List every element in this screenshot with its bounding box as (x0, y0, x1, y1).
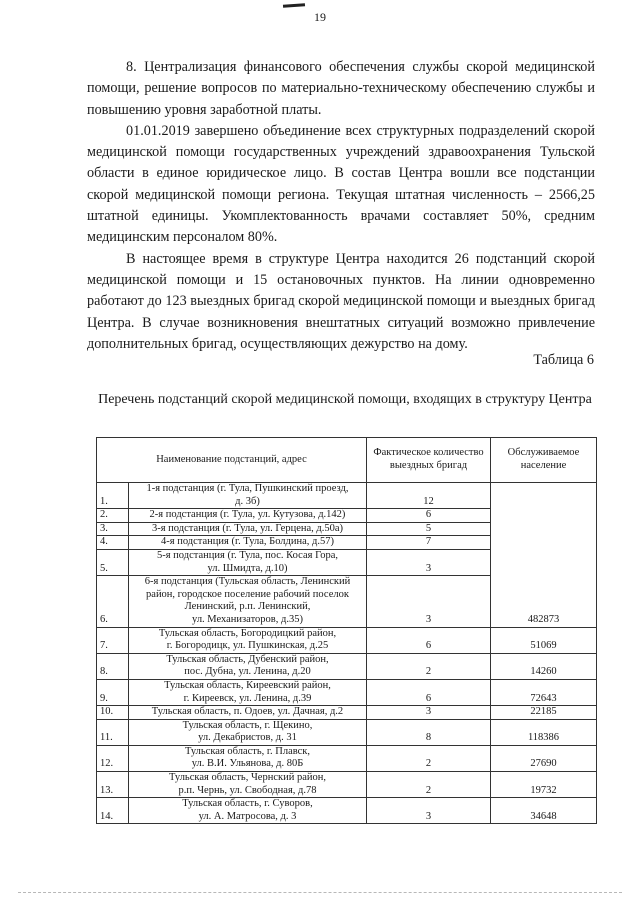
brigade-count: 3 (367, 706, 491, 720)
station-name-line: Тульская область, Киреевский район, (164, 679, 331, 691)
row-number: 13. (97, 772, 129, 798)
station-name (129, 798, 367, 824)
brigade-count: 3 (367, 576, 491, 627)
station-name-line: Тульская область, г. Плавск, (184, 745, 311, 757)
population-value: 482873 (491, 483, 597, 628)
row-number: 1. (97, 483, 129, 509)
table-row (97, 653, 597, 679)
station-name (129, 719, 367, 745)
table-row (97, 745, 597, 771)
station-name (129, 576, 367, 627)
scan-edge-line (18, 892, 622, 893)
population-value: 19732 (491, 772, 597, 798)
row-number: 9. (97, 679, 129, 705)
row-number: 12. (97, 745, 129, 771)
brigade-count: 6 (367, 679, 491, 705)
header-name: Наименование подстанций, адрес (97, 438, 367, 483)
station-name-line: пос. Дубна, ул. Ленина, д.20 (184, 666, 311, 678)
row-number: 2. (97, 509, 129, 523)
row-number: 10. (97, 706, 129, 720)
stations-table (96, 437, 597, 824)
station-name-line: Тульская область, п. Одоев, ул. Дачная, д.2 (151, 706, 344, 718)
table-row (97, 627, 597, 653)
row-number: 3. (97, 522, 129, 536)
table-row (97, 483, 597, 509)
station-name-line: 6-я подстанция (Тульская область, Ленинский (144, 576, 351, 588)
population-value: 118386 (491, 719, 597, 745)
station-name-line: Тульская область, г. Щекино, (182, 719, 313, 731)
station-name (129, 549, 367, 575)
station-name (129, 679, 367, 705)
table-row (97, 719, 597, 745)
paragraph: В настоящее время в структуре Центра находится 26 подстанций скорой медицинской помощи и 15 остановочных пунктов. На линии одновременно работают до 123 выездных бригад скорой медицинской помощи и выездных бригад Центра. В случае возникновения внештатных ситуаций возможно привлечение дополнительных бригад, осуществляющих дежурство на дому. (87, 250, 595, 352)
station-name-line: ул. В.И. Ульянова, д. 80Б (191, 758, 304, 770)
brigade-count: 3 (367, 798, 491, 824)
row-number: 5. (97, 549, 129, 575)
station-name (129, 509, 367, 523)
station-name-line: Ленинский, р.п. Ленинский, (184, 601, 311, 613)
station-name (129, 536, 367, 550)
brigade-count: 2 (367, 653, 491, 679)
station-name-line: 2-я подстанция (г. Тула, ул. Кутузова, д.142) (149, 509, 346, 521)
station-name-line: д. 3б) (235, 495, 260, 507)
station-name-line: 1-я подстанция (г. Тула, Пушкинский проезд, (146, 483, 349, 494)
scan-mark (283, 3, 305, 8)
population-value: 34648 (491, 798, 597, 824)
table-title: Перечень подстанций скорой медицинской помощи, входящих в структуру Центра (98, 392, 592, 407)
station-name-line: ул. Декабристов, д. 31 (198, 732, 297, 744)
table-row (97, 798, 597, 824)
station-name-line: ул. А. Матросова, д. 3 (198, 810, 297, 822)
table-row (97, 706, 597, 720)
brigade-count: 6 (367, 627, 491, 653)
brigade-count: 3 (367, 549, 491, 575)
brigade-count: 7 (367, 536, 491, 550)
row-number: 6. (97, 576, 129, 627)
table-label: Таблица 6 (533, 352, 594, 368)
station-name-line: Тульская область, Дубенский район, (166, 653, 329, 665)
population-value: 51069 (491, 627, 597, 653)
station-name-line: Тульская область, Богородицкий район, (158, 627, 337, 639)
station-name (129, 627, 367, 653)
station-name (129, 653, 367, 679)
station-name-line: ул. Механизаторов, д.35) (192, 613, 303, 625)
row-number: 14. (97, 798, 129, 824)
page-number: 19 (314, 10, 326, 24)
station-name-line: г. Богородицк, ул. Пушкинская, д.25 (166, 640, 329, 652)
row-number: 11. (97, 719, 129, 745)
station-name-line: район, городское поселение рабочий поселок (146, 588, 349, 600)
brigade-count: 6 (367, 509, 491, 523)
brigade-count: 2 (367, 745, 491, 771)
header-brigades: Фактическое количество выездных бригад (367, 438, 491, 483)
brigade-count: 12 (367, 483, 491, 509)
station-name-line: 3-я подстанция (г. Тула, ул. Герцена, д.50а) (151, 522, 344, 534)
brigade-count: 5 (367, 522, 491, 536)
table-row (97, 772, 597, 798)
station-name-line: г. Киреевск, ул. Ленина, д.39 (183, 692, 312, 704)
station-name-line: ул. Шмидта, д.10) (207, 562, 288, 574)
table-header-row (97, 438, 597, 483)
paragraph: 8. Централизация финансового обеспечения службы скорой медицинской помощи, решение вопросов по материально-техническому обеспечению службы и повышению уровня заработной платы. (87, 59, 595, 118)
station-name-line: 5-я подстанция (г. Тула, пос. Косая Гора, (156, 549, 339, 561)
table-body (97, 483, 597, 824)
station-name (129, 522, 367, 536)
station-name (129, 706, 367, 720)
station-name-line: р.п. Чернь, ул. Свободная, д.78 (178, 784, 317, 796)
paragraph: 01.01.2019 завершено объединение всех структурных подразделений скорой медицинской помощи государственных учреждений здравоохранения Тульской области в единое юридическое лицо. В состав Центра вошли все подстанции скорой медицинской помощи региона. Текущая штатная численность – 2566,25 штатной единицы. Укомплектованность врачами составляет 50%, средним медицинским персоналом 80%. (87, 122, 595, 246)
population-value: 22185 (491, 706, 597, 720)
header-population: Обслуживаемое население (491, 438, 597, 483)
population-value: 14260 (491, 653, 597, 679)
row-number: 7. (97, 627, 129, 653)
station-name (129, 745, 367, 771)
population-value: 72643 (491, 679, 597, 705)
row-number: 4. (97, 536, 129, 550)
brigade-count: 8 (367, 719, 491, 745)
station-name (129, 772, 367, 798)
station-name-line: Тульская область, Чернский район, (169, 772, 326, 784)
station-name (129, 483, 367, 509)
row-number: 8. (97, 653, 129, 679)
table-row (97, 679, 597, 705)
brigade-count: 2 (367, 772, 491, 798)
station-name-line: Тульская область, г. Суворов, (182, 798, 313, 810)
station-name-line: 4-я подстанция (г. Тула, Болдина, д.57) (161, 536, 334, 548)
body-text (87, 57, 595, 355)
population-value: 27690 (491, 745, 597, 771)
